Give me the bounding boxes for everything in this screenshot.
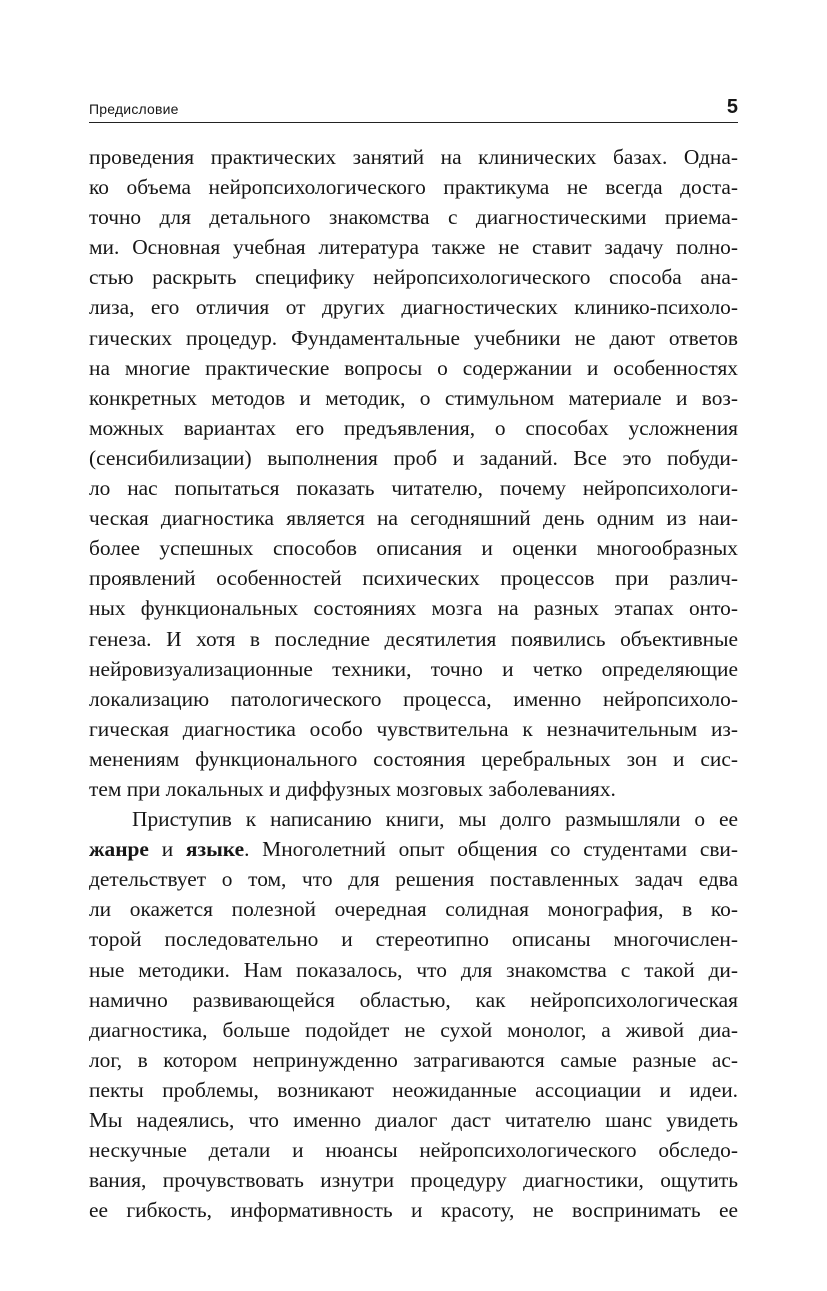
running-header (89, 94, 738, 123)
page-number: 5 (726, 96, 738, 118)
text-line: лог, в котором непринужденно затрагиваются самые разные ас- (89, 1047, 738, 1072)
text-fragment: . Многолетний опыт общения со студентами сви- (244, 837, 738, 862)
text-line: проведения практических занятий на клинических базах. Одна- (89, 145, 738, 169)
text-line: менениям функционального состояния церебральных зон и сис- (89, 746, 738, 771)
text-line: нейровизуализационные техники, точно и четко определяющие (89, 656, 738, 681)
running-title: Предисловие (89, 101, 179, 117)
paragraph-2 (89, 804, 738, 1225)
text-line: ных функциональных состояниях мозга на разных этапах онто- (89, 596, 738, 621)
text-line: вания, прочувствовать изнутри процедуру диагностики, ощутить (89, 1168, 738, 1193)
text-line: гическая диагностика особо чувствительна к незначительным из- (89, 716, 738, 741)
text-line: ные методики. Нам показалось, что для знакомства с такой ди- (89, 957, 738, 982)
text-line: намично развивающейся областью, как нейропсихологическая (89, 987, 738, 1012)
emphasis-language: языке (185, 837, 245, 862)
text-line: конкретных методов и методик, о стимульном материале и воз- (89, 385, 738, 410)
text-line: гических процедур. Фундаментальные учебники не дают ответов (89, 325, 738, 350)
text-line: Приступив к написанию книги, мы долго размышляли о ее (132, 807, 738, 832)
text-line: детельствует о том, что для решения поставленных задач едва (89, 867, 738, 892)
text-line: точно для детального знакомства с диагностическими приема- (89, 205, 738, 230)
text-fragment: и (148, 837, 186, 862)
emphasis-genre: жанре (89, 837, 149, 862)
text-line: торой последовательно и стереотипно описаны многочислен- (89, 927, 738, 952)
text-line: нескучные детали и нюансы нейропсихологического обследо- (89, 1138, 738, 1163)
text-line: более успешных способов описания и оценки многообразных (89, 536, 738, 561)
text-line: тем при локальных и диффузных мозговых заболеваниях. (89, 776, 616, 801)
text-line: на многие практические вопросы о содержании и особенностях (89, 355, 738, 380)
text-line: ми. Основная учебная литература также не ставит задачу полно- (89, 235, 738, 260)
text-line: ли окажется полезной очередная солидная монография, в ко- (89, 897, 738, 922)
text-line: локализацию патологического процесса, именно нейропсихоло- (89, 686, 738, 711)
text-line: (сенсибилизации) выполнения проб и заданий. Все это побуди- (89, 445, 738, 470)
text-line: генеза. И хотя в последние десятилетия появились объективные (89, 626, 738, 651)
text-line: можных вариантах его предъявления, о способах усложнения (89, 415, 738, 440)
text-line-with-emphasis (89, 834, 738, 864)
text-line: лиза, его отличия от других диагностических клинико-психоло- (89, 295, 738, 320)
text-line: стью раскрыть специфику нейропсихологического способа ана- (89, 265, 738, 290)
text-line: пекты проблемы, возникают неожиданные ассоциации и идеи. (89, 1077, 738, 1102)
text-line: диагностика, больше подойдет не сухой монолог, а живой диа- (89, 1017, 738, 1042)
text-line: Мы надеялись, что именно диалог даст читателю шанс увидеть (89, 1108, 738, 1132)
paragraph-1 (89, 142, 738, 804)
text-line: проявлений особенностей психических процессов при различ- (89, 566, 738, 591)
text-line: ко объема нейропсихологического практикума не всегда доста- (89, 175, 738, 200)
text-line: ее гибкость, информативность и красоту, не воспринимать ее (89, 1198, 738, 1223)
text-line: ло нас попытаться показать читателю, почему нейропсихологи- (89, 476, 738, 501)
text-line: ческая диагностика является на сегодняшний день одним из наи- (89, 506, 738, 531)
body-text (89, 142, 738, 1225)
